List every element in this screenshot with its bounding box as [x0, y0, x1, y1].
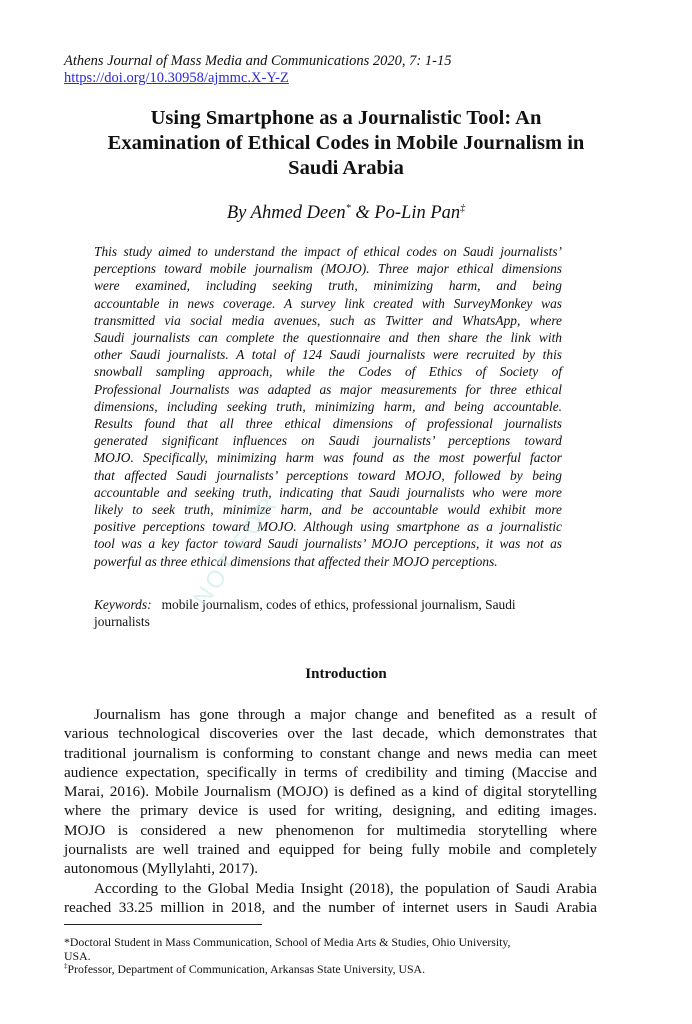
author-footnote-mark: ‡: [460, 202, 466, 214]
abstract-line: positive perceptions toward MOJO. Although using smartphone as a journalistic: [94, 519, 562, 535]
author-footnote-mark: *: [345, 202, 351, 214]
abstract-line: MOJO. Specifically, minimizing harm was found as the most powerful factor: [94, 450, 562, 466]
abstract-line: accountable in news coverage. A survey link created with SurveyMonkey was: [94, 295, 562, 311]
abstract-line: accountable and seeking truth, indicating that Saudi journalists who were more: [94, 484, 562, 500]
author-prefix: By: [226, 203, 251, 223]
abstract-line: snowball sampling approach, while the Codes of Ethics of Society of: [94, 364, 562, 380]
abstract-line: tool was a key factor toward Saudi journalists’ MOJO perceptions, it was not as: [94, 536, 562, 552]
body-line: where the primary device is used for writing, designing, and editing images.: [64, 802, 597, 820]
abstract-line: other Saudi journalists. A total of 124 Saudi journalists were recruited by this: [94, 347, 562, 363]
author-name: Po-Lin Pan: [374, 203, 461, 223]
body-text: [64, 705, 597, 917]
paper-title: [40, 106, 652, 181]
author-name: Ahmed Deen: [250, 203, 346, 223]
keywords-label: Keywords:: [94, 597, 152, 612]
abstract-line: transmitted via social media avenues, such as Twitter and WhatsApp, where: [94, 312, 562, 328]
body-line: traditional journalism is conforming to constant change and news media can meet: [64, 744, 597, 762]
author-joiner: &: [350, 203, 375, 223]
abstract-line: Saudi journalists can complete the questionnaire and then share the link with: [94, 330, 562, 346]
journal-citation: Athens Journal of Mass Media and Communications 2020, 7: 1-15: [64, 53, 452, 69]
watermark: NOT FOR: [188, 490, 284, 612]
title-line: Examination of Ethical Codes in Mobile Journalism in: [107, 132, 585, 154]
abstract: [94, 243, 562, 570]
footnote: ‡Professor, Department of Communication, Arkansas State University, USA.: [64, 962, 426, 976]
body-line: audience expectation, specifically in terms of credibility and timing (Maccise and: [64, 763, 597, 781]
footnote-mark: *: [64, 935, 70, 949]
body-line: Marai, 2016). Mobile Journalism (MOJO) is defined as a kind of digital storytelling: [64, 783, 597, 801]
abstract-line: generated significant influences on Saudi journalists’ perceptions toward: [94, 433, 562, 449]
body-line: journalists are well trained and equipped for being fully mobile and completely: [64, 841, 597, 859]
footnote-mark: ‡: [64, 962, 68, 971]
abstract-line: perceptions toward mobile journalism (MOJO). Three major ethical dimensions: [94, 261, 562, 277]
abstract-line: Results found that all three ethical dimensions of professional journalists: [94, 416, 562, 432]
footnotes: [64, 936, 599, 977]
abstract-line: powerful as three ethical dimensions that affected their MOJO perceptions.: [94, 553, 498, 569]
body-line: various technological discoveries over the last decade, which demonstrates that: [64, 725, 597, 743]
footnote: *Doctoral Student in Mass Communication, School of Media Arts & Studies, Ohio University,: [64, 935, 511, 949]
body-line: reached 33.25 million in 2018, and the number of internet users in Saudi Arabia: [64, 898, 597, 916]
keywords: [94, 596, 574, 630]
title-line: Saudi Arabia: [288, 157, 404, 179]
footnote-continued: USA.: [64, 948, 91, 963]
body-line: According to the Global Media Insight (2018), the population of Saudi Arabia: [94, 879, 597, 897]
abstract-line: were examined, including seeking truth, minimizing harm, and being: [94, 278, 562, 294]
abstract-line: Professional Journalists was adapted as major measurements for three ethical: [94, 381, 562, 397]
body-line: autonomous (Myllylahti, 2017).: [64, 860, 259, 878]
footnote-divider: [64, 924, 262, 925]
abstract-line: that affected Saudi journalists’ perceptions toward MOJO, followed by being: [94, 467, 562, 483]
section-heading: Introduction: [305, 666, 387, 682]
abstract-line: dimensions, including seeking truth, minimizing harm, and being accountable.: [94, 398, 562, 414]
abstract-line: This study aimed to understand the impact of ethical codes on Saudi journalists’: [94, 244, 562, 259]
keywords-list: mobile journalism, codes of ethics, professional journalism, Saudi: [161, 597, 516, 612]
doi-link[interactable]: https://doi.org/10.30958/ajmmc.X-Y-Z: [64, 70, 289, 86]
abstract-line: likely to seek truth, minimize harm, and be accountable would exhibit more: [94, 502, 562, 518]
body-line: MOJO is considered a new phenomenon for multimedia storytelling where: [64, 821, 597, 839]
body-line: Journalism has gone through a major change and benefited as a result of: [94, 706, 597, 723]
title-line: Using Smartphone as a Journalistic Tool: An: [150, 107, 542, 129]
keywords-list-continued: journalists: [94, 614, 150, 630]
author-line: [0, 202, 692, 224]
